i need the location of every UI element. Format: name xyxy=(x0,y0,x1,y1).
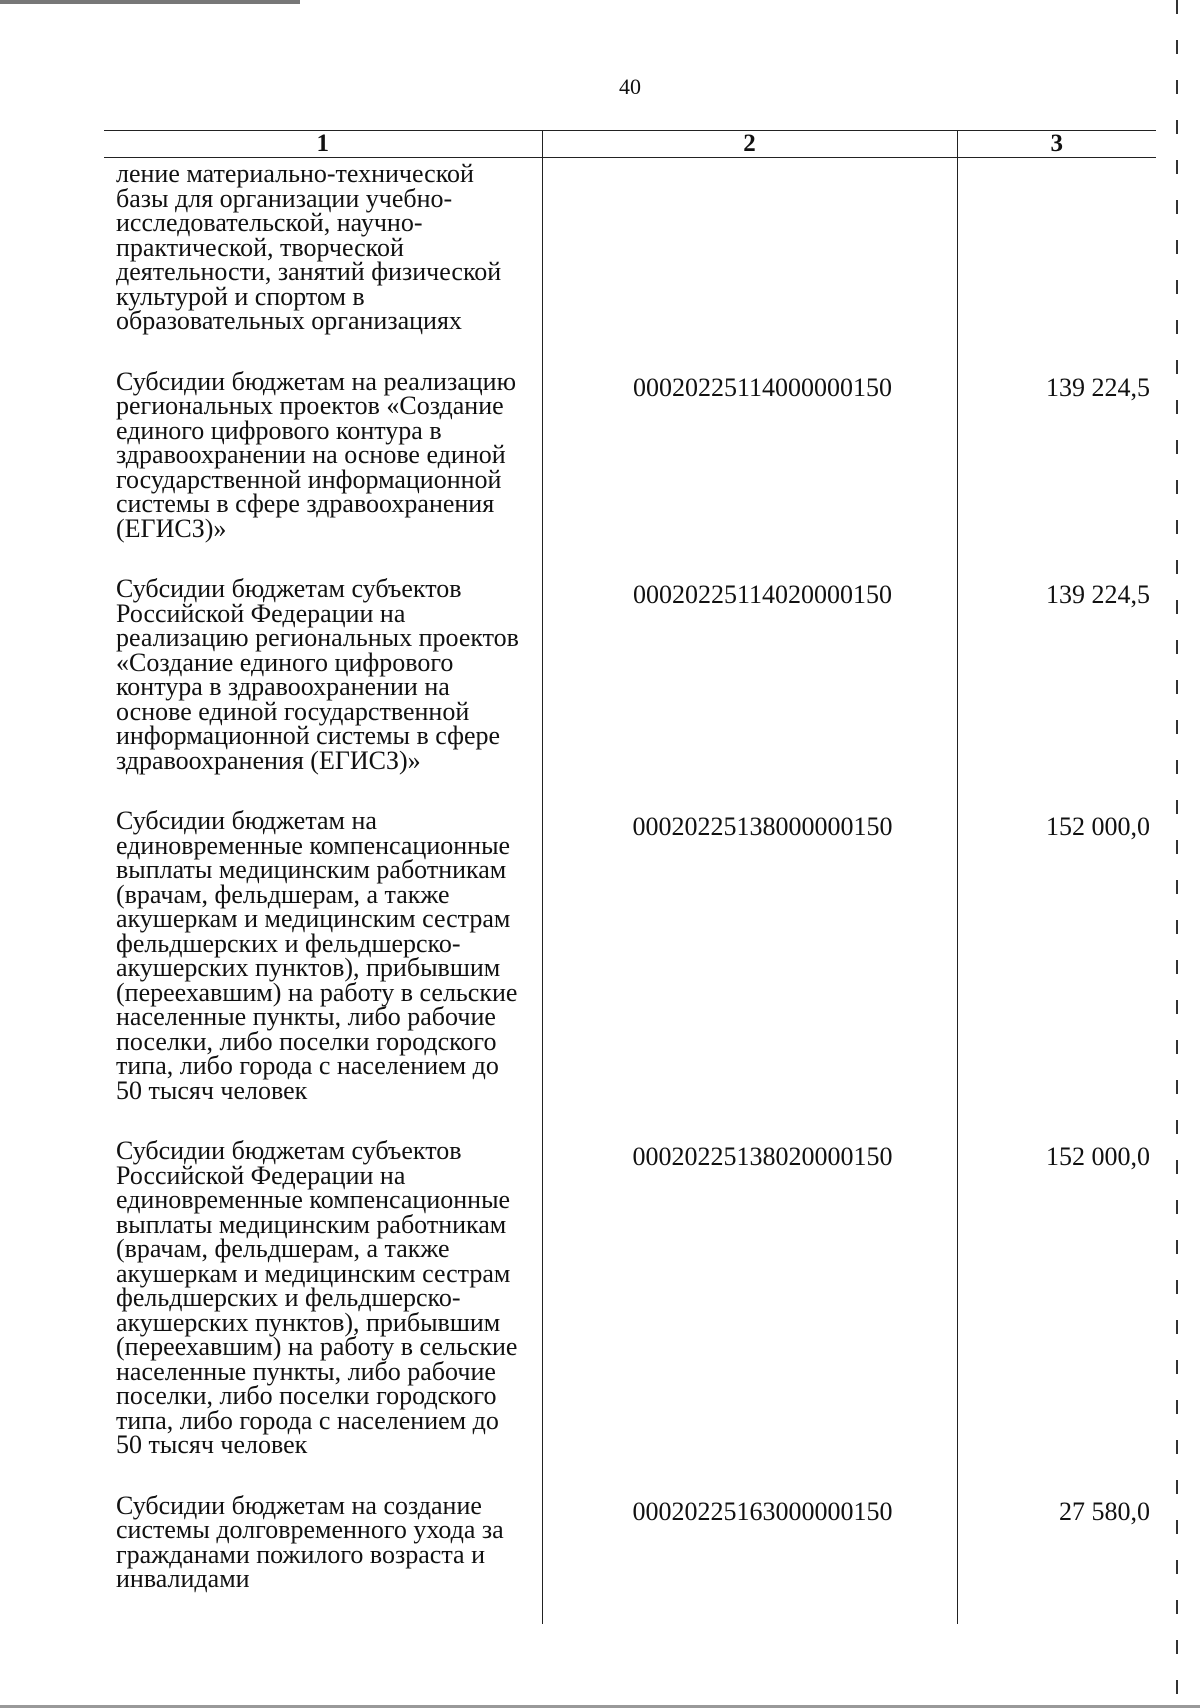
row-name: Субсидии бюджетам на единовременные компенсационные выплаты медицинским работникам (врачам, фельдшерам, а также акушеркам и медицинским сестрам фельдшерских и фельдшерско-акушерских пунктов), прибывшим (переехавшим) на работу в сельские населенные пункты, либо рабочие поселки, либо поселки городского типа, либо города с населением до 50 тысяч человек xyxy=(116,806,518,1105)
scan-edge-top xyxy=(0,0,300,4)
row-code: 00020225114000000150 xyxy=(542,366,957,574)
table-row xyxy=(104,573,1156,805)
row-name: ление материально-технической базы для организации учебно-исследовательской, научно-практической, творческой деятельности, занятий физической культурой и спортом в образовательных организациях xyxy=(116,159,502,335)
row-code: 00020225114020000150 xyxy=(542,573,957,805)
row-amount: 152 000,0 xyxy=(957,1135,1156,1490)
table-row xyxy=(104,1490,1156,1624)
row-amount: 27 580,0 xyxy=(957,1490,1156,1624)
row-name: Субсидии бюджетам на создание системы долговременного ухода за гражданами пожилого возраста и инвалидами xyxy=(116,1490,504,1593)
column-header-1: 1 xyxy=(104,131,542,158)
row-amount: 139 224,5 xyxy=(957,573,1156,805)
column-header-3: 3 xyxy=(957,131,1156,158)
table-row xyxy=(104,805,1156,1135)
row-name: Субсидии бюджетам на реализацию региональных проектов «Создание единого цифрового контура в здравоохранении на основе единой государственной информационной системы в сфере здравоохранения (ЕГИСЗ)» xyxy=(116,366,517,543)
budget-table xyxy=(104,130,1156,1624)
scan-edge-right xyxy=(1176,0,1178,1708)
row-code: 00020225138020000150 xyxy=(542,1135,957,1490)
table-row xyxy=(104,366,1156,574)
row-amount: 152 000,0 xyxy=(957,805,1156,1135)
table-row xyxy=(104,158,1156,366)
row-name: Субсидии бюджетам субъектов Российской Федерации на единовременные компенсационные выплаты медицинским работникам (врачам, фельдшерам, а также акушеркам и медицинским сестрам фельдшерских и фельдшерско-акушерских пунктов), прибывшим (переехавшим) на работу в сельские населенные пункты, либо рабочие поселки, либо поселки городского типа, либо города с населением до 50 тысяч человек xyxy=(116,1136,518,1459)
row-amount: 139 224,5 xyxy=(957,366,1156,574)
column-header-2: 2 xyxy=(542,131,957,158)
table-header-row xyxy=(104,131,1156,158)
row-name: Субсидии бюджетам субъектов Российской Федерации на реализацию региональных проектов «Создание единого цифрового контура в здравоохранении на основе единой государственной информационной системы в сфере здравоохранения (ЕГИСЗ)» xyxy=(116,574,519,775)
table-row xyxy=(104,1135,1156,1490)
row-code xyxy=(542,158,957,366)
row-amount xyxy=(957,158,1156,366)
page-number: 40 xyxy=(619,74,641,99)
row-code: 00020225163000000150 xyxy=(542,1490,957,1624)
row-code: 00020225138000000150 xyxy=(542,805,957,1135)
